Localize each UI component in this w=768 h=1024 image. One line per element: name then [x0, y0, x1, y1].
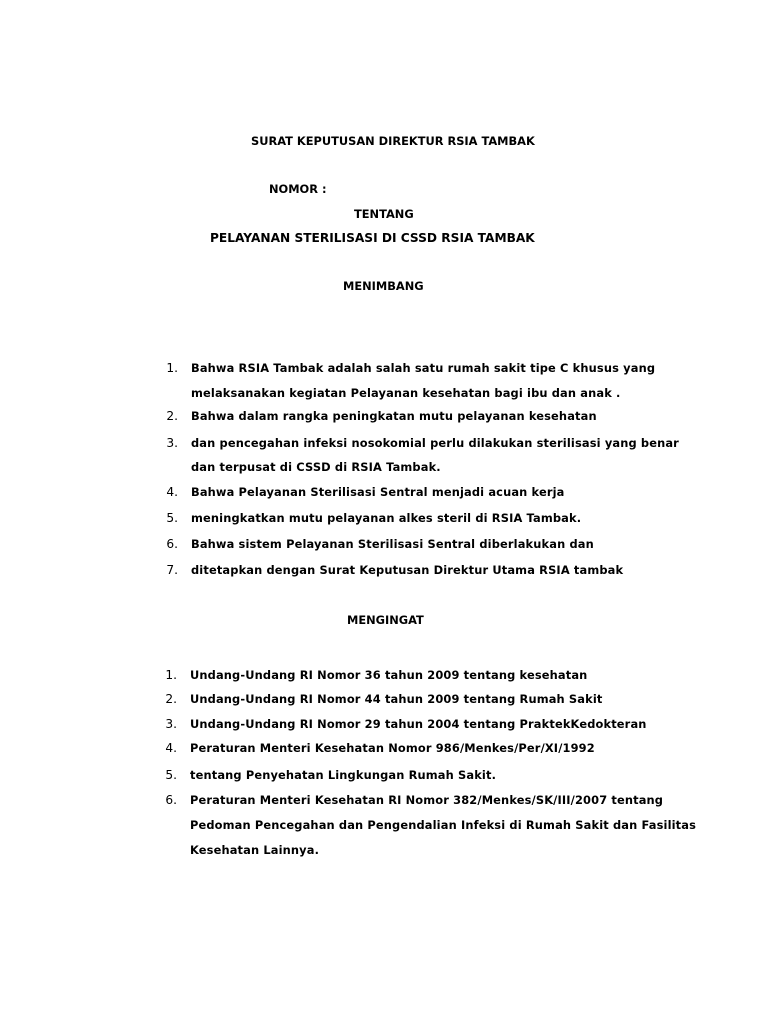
list-item-number: 1.	[166, 361, 178, 375]
mengingat-heading: MENGINGAT	[347, 613, 424, 627]
list-item-text: ditetapkan dengan Surat Keputusan Direktur Utama RSIA tambak	[191, 563, 624, 577]
list-item-text: Undang-Undang RI Nomor 36 tahun 2009 tentang kesehatan	[190, 668, 588, 682]
list-item-text: melaksanakan kegiatan Pelayanan kesehatan bagi ibu dan anak .	[191, 386, 621, 400]
list-item-text: Kesehatan Lainnya.	[190, 843, 320, 857]
tentang-label: TENTANG	[354, 207, 414, 221]
list-item-text: tentang Penyehatan Lingkungan Rumah Sakit.	[190, 768, 497, 782]
list-item-number: 2.	[166, 409, 178, 423]
document-number-label: NOMOR :	[269, 182, 327, 196]
list-item-number: 2.	[165, 692, 177, 706]
list-item-text: Bahwa sistem Pelayanan Sterilisasi Sentral diberlakukan dan	[191, 537, 594, 551]
list-item-number: 3.	[166, 436, 178, 450]
document-title: SURAT KEPUTUSAN DIREKTUR RSIA TAMBAK	[251, 134, 535, 148]
list-item-number: 7.	[166, 563, 178, 577]
document-subject: PELAYANAN STERILISASI DI CSSD RSIA TAMBAK	[210, 231, 535, 245]
list-item-text: meningkatkan mutu pelayanan alkes steril di RSIA Tambak.	[191, 511, 582, 525]
list-item-number: 4.	[166, 485, 178, 499]
list-item-text: Bahwa Pelayanan Sterilisasi Sentral menjadi acuan kerja	[191, 485, 565, 499]
list-item-text: Undang-Undang RI Nomor 44 tahun 2009 tentang Rumah Sakit	[190, 692, 603, 706]
list-item-number: 6.	[165, 793, 177, 807]
list-item-number: 5.	[165, 768, 177, 782]
list-item-text: Bahwa RSIA Tambak adalah salah satu rumah sakit tipe C khusus yang	[191, 361, 656, 375]
list-item-text: dan pencegahan infeksi nosokomial perlu dilakukan sterilisasi yang benar	[191, 436, 679, 450]
list-item-text: Pedoman Pencegahan dan Pengendalian Infeksi di Rumah Sakit dan Fasilitas	[190, 818, 697, 832]
list-item-text: Undang-Undang RI Nomor 29 tahun 2004 tentang PraktekKedokteran	[190, 717, 647, 731]
list-item-text: dan terpusat di CSSD di RSIA Tambak.	[191, 460, 441, 474]
list-item-number: 1.	[165, 668, 177, 682]
list-item-text: Peraturan Menteri Kesehatan Nomor 986/Menkes/Per/XI/1992	[190, 741, 595, 755]
list-item-number: 5.	[166, 511, 178, 525]
list-item-text: Bahwa dalam rangka peningkatan mutu pelayanan kesehatan	[191, 409, 597, 423]
menimbang-heading: MENIMBANG	[343, 279, 424, 293]
list-item-number: 6.	[166, 537, 178, 551]
list-item-text: Peraturan Menteri Kesehatan RI Nomor 382/Menkes/SK/III/2007 tentang	[190, 793, 664, 807]
list-item-number: 4.	[165, 741, 177, 755]
list-item-number: 3.	[165, 717, 177, 731]
